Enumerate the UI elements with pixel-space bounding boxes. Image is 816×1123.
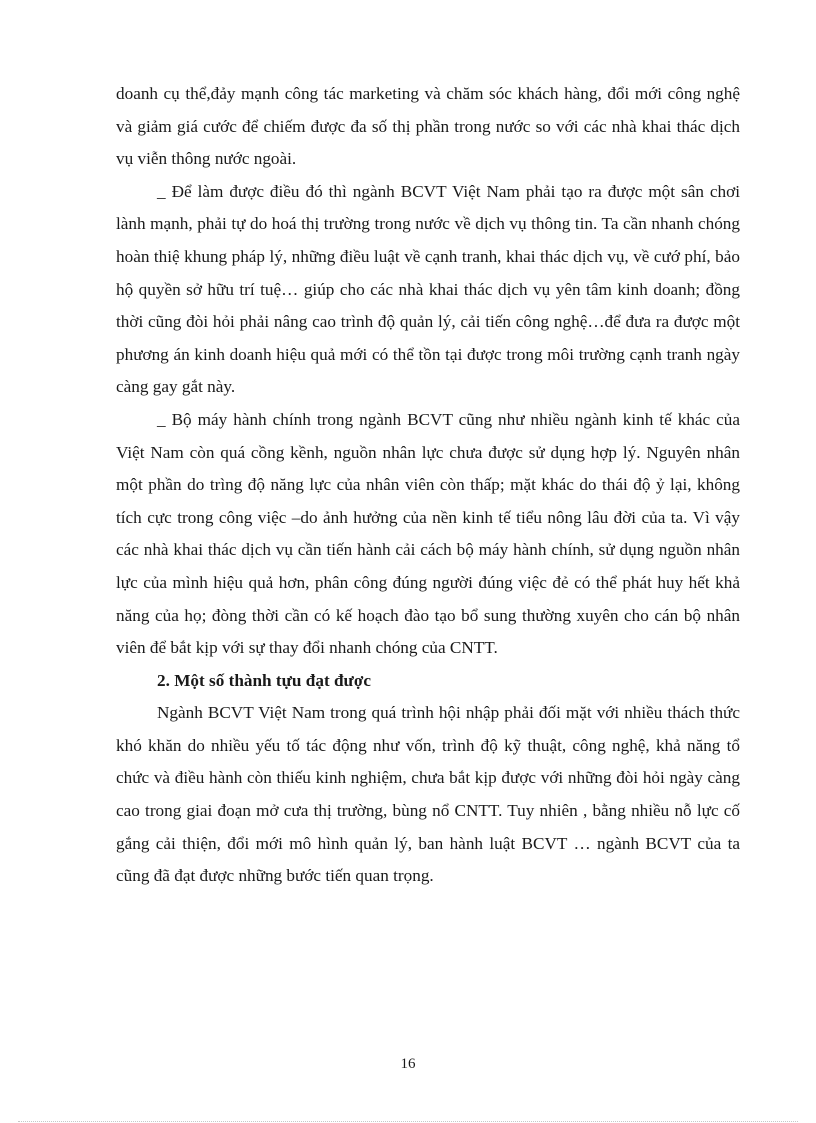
paragraph-administration: _ Bộ máy hành chính trong ngành BCVT cũng như nhiều ngành kinh tế khác của Việt Nam còn quá cồng kềnh, nguồn nhân lực chưa được sử dụng hợp lý. Nguyên nhân một phần do trìng độ năng lực của nhân viên còn thấp; mặt khác do thái độ ỷ lại, không tích cực trong công việc –do ảnh hưởng của nền kinh tế tiểu nông lâu đời của ta. Vì vậy các nhà khai thác dịch vụ cần tiến hành cải cách bộ máy hành chính, sử dụng nguồn nhân lực của mình hiệu quả hơn, phân công đúng người đúng việc đẻ có thể phát huy hết khả năng của họ; đòng thời cần có kế hoạch đào tạo bổ sung thường xuyên cho cán bộ nhân viên để bắt kịp với sự thay đổi nhanh chóng của CNTT. — [116, 409, 740, 658]
section-heading: 2. Một số thành tựu đạt được — [157, 670, 371, 690]
paragraph-continuation: doanh cụ thể,đảy mạnh công tác marketing và chăm sóc khách hàng, đổi mới công nghệ và giảm giá cước để chiếm được đa số thị phần trong nước so với các nhà khai thác dịch vụ viễn thông nước ngoài. — [116, 84, 740, 169]
paragraph-achievements: Ngành BCVT Việt Nam trong quá trình hội nhập phải đối mặt với nhiều thách thức khó khăn do nhiều yếu tố tác động như vốn, trình độ kỹ thuật, công nghệ, khả năng tổ chức và điều hành còn thiếu kinh nghiệm, chưa bắt kịp được với những đòi hỏi ngày càng cao trong giai đoạn mở cưa thị trường, bùng nổ CNTT. Tuy nhiên , bằng nhiều nỗ lực cố gắng cải thiện, đổi mới mô hình quản lý, ban hành luật BCVT … ngành BCVT của ta cũng đã đạt được những bước tiến quan trọng. — [116, 703, 740, 886]
page-body — [116, 78, 740, 893]
paragraph-legal-framework: _ Để làm được điều đó thì ngành BCVT Việt Nam phải tạo ra được một sân chơi lành mạnh, phải tự do hoá thị trường trong nước về dịch vụ thông tin. Ta cần nhanh chóng hoàn thiệ khung pháp lý, những điều luật về cạnh tranh, khai thác dịch vụ, về cướ phí, bảo hộ quyền sở hữu trí tuệ… giúp cho các nhà khai thác dịch vụ yên tâm kinh doanh; đồng thời cũng đòi hỏi phải nâng cao trình độ quản lý, cải tiến công nghệ…để đưa ra được một phương án kinh doanh hiệu quả mới có thể tồn tại được trong môi trường cạnh tranh ngày càng gay gắt này. — [116, 181, 740, 397]
page-bottom-border — [18, 1121, 798, 1122]
page-number: 16 — [400, 1056, 416, 1072]
